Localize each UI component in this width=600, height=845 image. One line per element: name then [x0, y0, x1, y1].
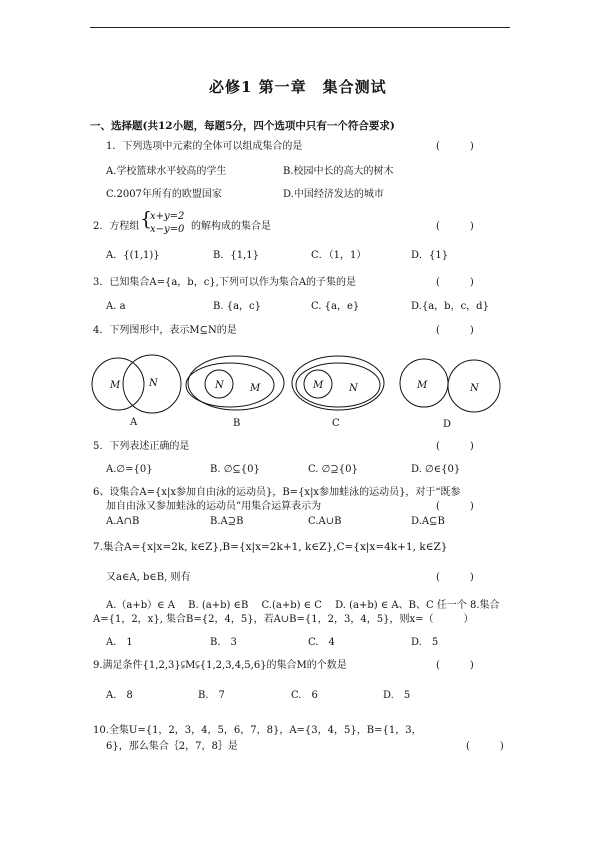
- q5-option-c: C. ∅⊇{0}: [308, 464, 358, 475]
- q7-stem: 7.集合A={x|x=2k, k∈Z},B={x|x=2k+1, k∈Z},C={x|x=4k+1, k∈Z}: [93, 541, 448, 553]
- venn-a-label-n: N: [149, 378, 158, 389]
- q6-option-b: B.A⊇B: [210, 516, 244, 527]
- q1-answer-blank: ( ): [436, 141, 474, 152]
- q6-option-c: C.A∪B: [308, 516, 342, 527]
- q2-option-d: D．{1}: [411, 250, 449, 261]
- q5-option-a: A.∅={0}: [106, 464, 153, 475]
- q6-stem-line1: 6、设集合A={x|x参加自由泳的运动员}，B={x|x参加蛙泳的运动员}，对于“既参: [93, 487, 461, 498]
- q3-answer-blank: ( ): [436, 277, 474, 288]
- q4-answer-blank: ( ): [436, 325, 474, 336]
- q2-option-c: C．（1，1）: [311, 250, 367, 261]
- q4-stem: 4．下列图形中，表示M⊆N的是: [93, 325, 237, 336]
- venn-a-label-m: M: [110, 380, 121, 391]
- q2-answer-blank: ( ): [436, 221, 474, 232]
- venn-c-ellipse-inner: [296, 363, 380, 407]
- venn-b-label-n: N: [215, 380, 224, 391]
- q1-option-c: C.2007年所有的欧盟国家: [106, 189, 222, 200]
- q6-answer-blank: ( ): [436, 501, 474, 512]
- q2-stem-post: 的解构成的集合是: [191, 221, 271, 232]
- venn-c-label-n: N: [349, 383, 358, 394]
- q6-option-a: A.A∩B: [106, 516, 140, 527]
- q8-stem: A={1，2，x}, 集合B={2，4，5}，若A∪B={1，2，3，4，5}，则x=（ ）: [93, 614, 474, 625]
- q1-option-b: B.校园中长的高大的树木: [283, 166, 394, 177]
- q2-brace: {: [140, 208, 153, 230]
- q6-option-d: D.A⊆B: [411, 516, 445, 527]
- q8-option-d: D. 5: [411, 637, 439, 648]
- q4-option-d: D: [443, 419, 452, 430]
- q9-option-b: B. 7: [198, 690, 225, 701]
- q7-answer-blank: ( ): [436, 572, 474, 583]
- q7-stem-line2: 又a∈A, b∈B, 则有: [106, 572, 191, 583]
- q3-option-a: A. a: [106, 301, 126, 312]
- q1-stem: 1．下列选项中元素的全体可以组成集合的是: [106, 141, 303, 152]
- q8-option-a: A. 1: [106, 637, 133, 648]
- q5-answer-blank: ( ): [436, 441, 474, 452]
- q3-option-c: C. {a，e}: [311, 301, 360, 312]
- q4-option-b: B: [233, 418, 241, 429]
- q9-stem: 9.满足条件{1,2,3}⫋M⫋{1,2,3,4,5,6}的集合M的个数是: [93, 660, 347, 671]
- q2-equation-1: x+y=2: [150, 211, 185, 222]
- q3-option-d: D.{a，b，c，d}: [411, 301, 489, 312]
- q9-answer-blank: ( ): [436, 660, 474, 671]
- q4-option-c: C: [332, 418, 340, 429]
- section-heading: 一、选择题(共12小题，每题5分，四个选项中只有一个符合要求): [90, 120, 395, 132]
- q3-option-b: B. {a，c}: [213, 301, 261, 312]
- q1-option-a: A.学校篮球水平较高的学生: [106, 166, 227, 177]
- q2-equation-2: x−y=0: [150, 224, 185, 235]
- q9-option-a: A. 8: [106, 690, 133, 701]
- q5-stem: 5．下列表述正确的是: [93, 441, 190, 452]
- q9-option-c: C. 6: [291, 690, 318, 701]
- q6-stem-line2: 加自由泳又参加蛙泳的运动员”用集合运算表示为: [106, 501, 322, 512]
- venn-b-ellipse-inner: [186, 363, 274, 407]
- q7-options: A.（a+b）∈ A B. (a+b) ∈B C.(a+b) ∈ C D. (a+b) ∈ A、B、C 任一个 8.集合: [106, 600, 500, 611]
- q2-stem-pre: 2．方程组: [93, 221, 140, 232]
- q2-option-b: B．{1,1}: [213, 250, 259, 261]
- venn-c-label-m: M: [313, 380, 324, 391]
- q5-option-d: D. ∅∈{0}: [411, 464, 461, 475]
- q5-option-b: B. ∅⊆{0}: [210, 464, 260, 475]
- venn-d-label-m: M: [417, 380, 428, 391]
- venn-c-ellipse-outer: [292, 356, 384, 410]
- q10-stem-line2: 6}，那么集合｛2，7，8｝是: [106, 741, 238, 752]
- q2-option-a: A．{(1,1)}: [106, 250, 160, 261]
- q10-stem-line1: 10.全集U={1，2，3，4，5，6，7，8}，A={3，4，5}，B={1，3，: [93, 725, 422, 736]
- q1-option-d: D.中国经济发达的城市: [283, 189, 384, 200]
- q8-option-c: C. 4: [308, 637, 335, 648]
- page-title: 必修1 第一章 集合测试: [209, 78, 387, 96]
- q4-option-a: A: [130, 417, 138, 428]
- q3-stem: 3．已知集合A={a，b，c},下列可以作为集合A的子集的是: [93, 277, 357, 288]
- venn-d-label-n: N: [470, 383, 479, 394]
- q9-option-d: D. 5: [383, 690, 411, 701]
- q8-option-b: B. 3: [210, 637, 237, 648]
- venn-b-label-m: M: [250, 383, 261, 394]
- q10-answer-blank: ( ): [466, 741, 504, 752]
